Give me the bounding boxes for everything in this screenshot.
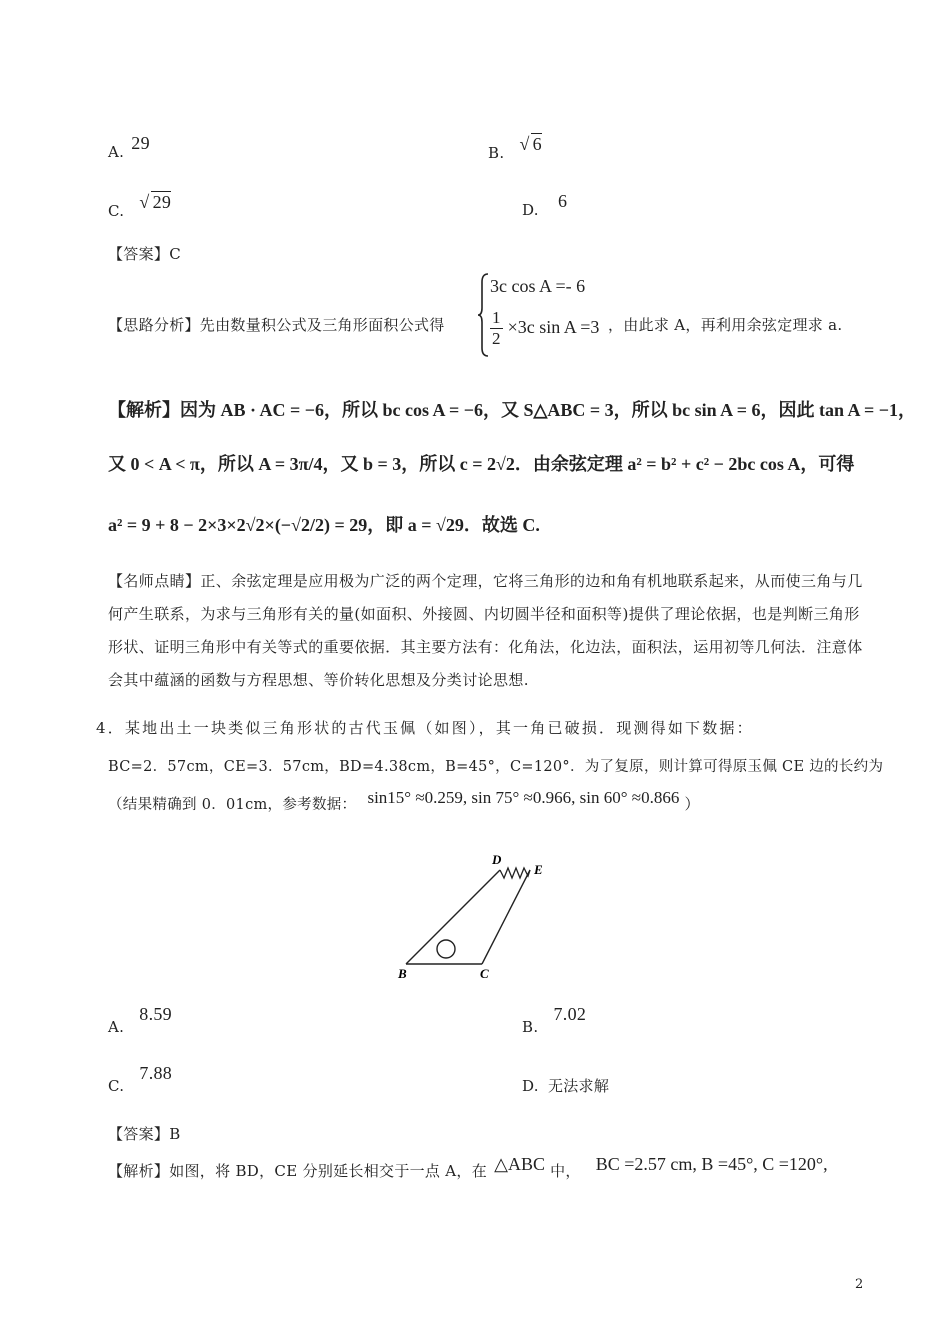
q3-option-c-label: C.	[108, 202, 125, 220]
system-line-1: 3c cos A =- 6	[490, 276, 586, 296]
q4-option-a	[108, 1004, 172, 1037]
q3-answer: 【答案】C	[108, 245, 181, 263]
q3-option-b-value: 6	[532, 134, 542, 154]
q4-stem-line-3-prefix: （结果精确到 0．01cm，参考数据：	[108, 797, 357, 813]
fraction-numerator: 1	[492, 308, 501, 327]
q4-option-c-value: 7.88	[139, 1063, 173, 1083]
q3-option-d	[522, 191, 568, 220]
q3-option-d-label: D.	[522, 201, 539, 219]
q4-solution-mid: 中，	[550, 1162, 581, 1180]
q3-solution-line-1: 【解析】因为 AB · AC = −6，所以 bc cos A = −6，又 S△ABC = 3，所以 bc sin A = 6，因此 tan A = −1，	[108, 400, 916, 420]
q3-option-a-value: 29	[131, 133, 150, 153]
q4-stem-line-3-suffix: ）	[684, 795, 700, 813]
q4-solution-math: BC =2.57 cm, B =45°, C =120°,	[595, 1154, 828, 1174]
q4-triangle-name: △ABC	[494, 1154, 545, 1174]
q3-solution-line-3: a² = 9 + 8 − 2×3×2√2×(−√2/2) = 29，即 a = √29．故选 C.	[108, 515, 540, 535]
q3-analysis-suffix: ，由此求 A，再利用余弦定理求 a.	[608, 316, 843, 334]
q3-solution-line-2: 又 0 < A < π，所以 A = 3π/4，又 b = 3，所以 c = 2√2．由余弦定理 a² = b² + c² − 2bc cos A，可得	[108, 454, 855, 474]
q4-option-c-label: C.	[108, 1077, 125, 1095]
sqrt-symbol: √	[139, 192, 150, 212]
q4-option-c	[108, 1063, 173, 1096]
jade-triangle-figure	[390, 848, 560, 988]
q3-teacher-note: 【名师点睛】正、余弦定理是应用极为广泛的两个定理，它将三角形的边和角有机地联系起来，从而使三角与几何产生联系，为求与三角形有关的量(如面积、外接圆、内切圆半径和面积等)提供了理论依据，也是判断三角形形状、证明三角形中有关等式的重要依据．其主要方法有：化角法，化边法，面积法，运用初等几何法．注意体会其中蕴涵的函数与方程思想、等价转化思想及分类讨论思想.	[108, 572, 863, 689]
q4-solution	[108, 1154, 828, 1181]
q4-option-b-label: B.	[522, 1018, 539, 1036]
left-brace-icon	[478, 272, 490, 358]
q4-option-a-label: A.	[108, 1018, 125, 1036]
q4-stem-line-3	[108, 788, 700, 814]
vertex-label-d: D	[492, 852, 502, 867]
system-line-2-rest: ×3c sin A =3	[507, 317, 600, 337]
q4-reference-data: sin15° ≈0.259, sin 75° ≈0.966, sin 60° ≈0.866	[367, 788, 680, 807]
fraction-half	[490, 308, 503, 349]
q3-analysis-prefix: 【思路分析】先由数量积公式及三角形面积公式得	[108, 316, 445, 334]
q4-option-b-value: 7.02	[553, 1004, 587, 1024]
vertex-label-e: E	[534, 862, 543, 877]
equation-system	[478, 270, 628, 360]
q4-solution-prefix: 【解析】如图，将 BD，CE 分别延长相交于一点 A，在	[108, 1162, 488, 1180]
q3-option-a	[108, 133, 150, 162]
q4-option-d	[522, 1075, 609, 1096]
q3-option-b-label: B.	[488, 144, 505, 162]
q4-option-d-label: D.	[522, 1077, 539, 1095]
sqrt-symbol: √	[519, 134, 530, 154]
q3-option-d-value: 6	[557, 191, 568, 211]
page-number: 2	[855, 1277, 864, 1292]
q3-option-c	[108, 192, 172, 221]
q4-option-b	[522, 1004, 587, 1037]
q4-option-d-value: 无法求解	[547, 1077, 610, 1095]
vertex-label-c: C	[480, 966, 489, 981]
q3-option-b	[488, 134, 542, 163]
triangle-diagram	[390, 848, 560, 988]
q3-option-c-value: 29	[152, 192, 172, 212]
q3-option-a-label: A.	[108, 143, 125, 161]
q4-answer: 【答案】B	[108, 1125, 181, 1143]
q4-stem-line-1: 4．某地出土一块类似三角形状的古代玉佩（如图），其一角已破损．现测得如下数据：	[96, 719, 754, 737]
system-line-2	[490, 308, 599, 349]
vertex-label-b: B	[398, 966, 407, 981]
q4-stem-line-2: BC=2．57cm，CE=3．57cm，BD=4.38cm，B=45°，C=120°．为了复原，则计算可得原玉佩 CE 边的长约为	[108, 759, 884, 775]
fraction-denominator: 2	[492, 329, 501, 348]
q4-option-a-value: 8.59	[139, 1004, 172, 1024]
